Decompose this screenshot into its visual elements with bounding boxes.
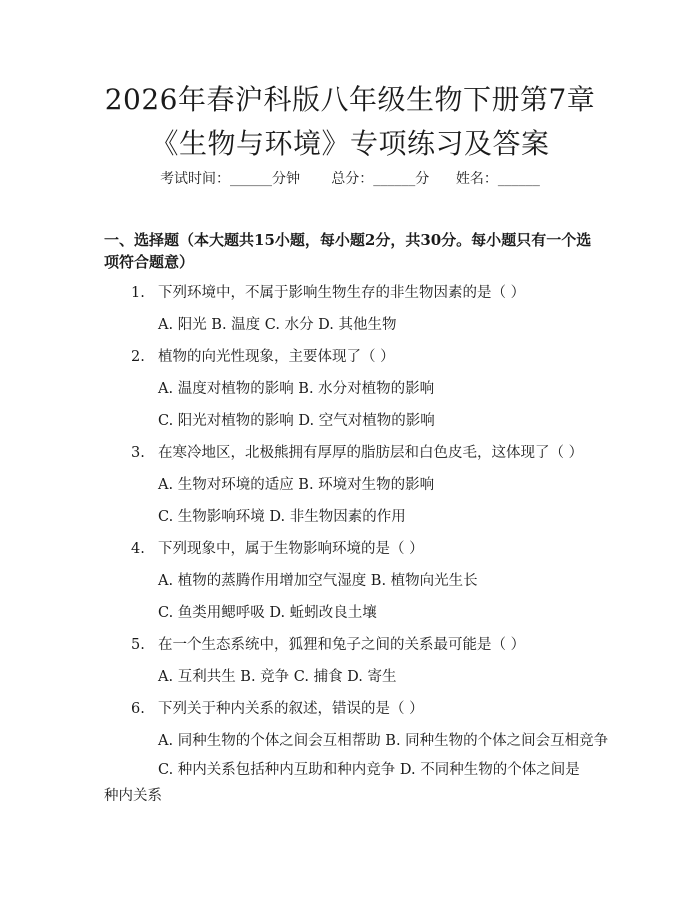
question-number: 5. bbox=[131, 637, 145, 653]
question-5-options: A. 互利共生 B. 竞争 C. 捕食 D. 寄生 bbox=[158, 669, 397, 685]
question-number: 2. bbox=[131, 349, 145, 365]
question-6 bbox=[131, 697, 424, 718]
question-2-options-ab: A. 温度对植物的影响 B. 水分对植物的影响 bbox=[158, 381, 435, 397]
question-1 bbox=[131, 281, 525, 302]
question-number: 3. bbox=[131, 445, 145, 461]
question-text: 下列关于种内关系的叙述，错误的是（ ） bbox=[158, 701, 424, 717]
question-3 bbox=[131, 441, 583, 462]
question-text: 下列现象中，属于生物影响环境的是（ ） bbox=[158, 541, 424, 557]
student-name-field: 姓名：______ bbox=[455, 171, 540, 187]
question-number: 1. bbox=[131, 285, 145, 301]
question-2-options-cd: C. 阳光对植物的影响 D. 空气对植物的影响 bbox=[158, 413, 435, 429]
question-1-options: A. 阳光 B. 温度 C. 水分 D. 其他生物 bbox=[158, 317, 397, 333]
exam-meta bbox=[0, 168, 700, 188]
exam-time-field: 考试时间：______分钟 bbox=[160, 171, 301, 187]
question-4 bbox=[131, 537, 424, 558]
question-4-options-ab: A. 植物的蒸腾作用增加空气湿度 B. 植物向光生长 bbox=[158, 573, 478, 589]
question-4-options-cd: C. 鱼类用鳃呼吸 D. 蚯蚓改良土壤 bbox=[158, 605, 377, 621]
question-5 bbox=[131, 633, 525, 654]
question-text: 在寒冷地区，北极熊拥有厚厚的脂肪层和白色皮毛，这体现了（ ） bbox=[158, 445, 584, 461]
total-score-field: 总分：______分 bbox=[331, 171, 430, 187]
question-6-options-ab: A. 同种生物的个体之间会互相帮助 B. 同种生物的个体之间会互相竞争 bbox=[158, 733, 609, 749]
question-2 bbox=[131, 345, 395, 366]
question-text: 下列环境中，不属于影响生物生存的非生物因素的是（ ） bbox=[158, 285, 526, 301]
question-3-options-cd: C. 生物影响环境 D. 非生物因素的作用 bbox=[158, 509, 406, 525]
question-number: 4. bbox=[131, 541, 145, 557]
question-6-options-cd: C. 种内关系包括种内互助和种内竞争 D. 不同种生物的个体之间是种内关系 bbox=[104, 762, 580, 804]
question-text: 在一个生态系统中，狐狸和兔子之间的关系最可能是（ ） bbox=[158, 637, 526, 653]
question-number: 6. bbox=[131, 701, 145, 717]
document-title: 2026年春沪科版八年级生物下册第7章《生物与环境》专项练习及答案 bbox=[104, 83, 596, 160]
question-3-options-ab: A. 生物对环境的适应 B. 环境对生物的影响 bbox=[158, 477, 435, 493]
section-heading: 一、选择题（本大题共15小题，每小题2分，共30分。每小题只有一个选项符合题意） bbox=[104, 231, 592, 271]
question-text: 植物的向光性现象，主要体现了（ ） bbox=[158, 349, 395, 365]
